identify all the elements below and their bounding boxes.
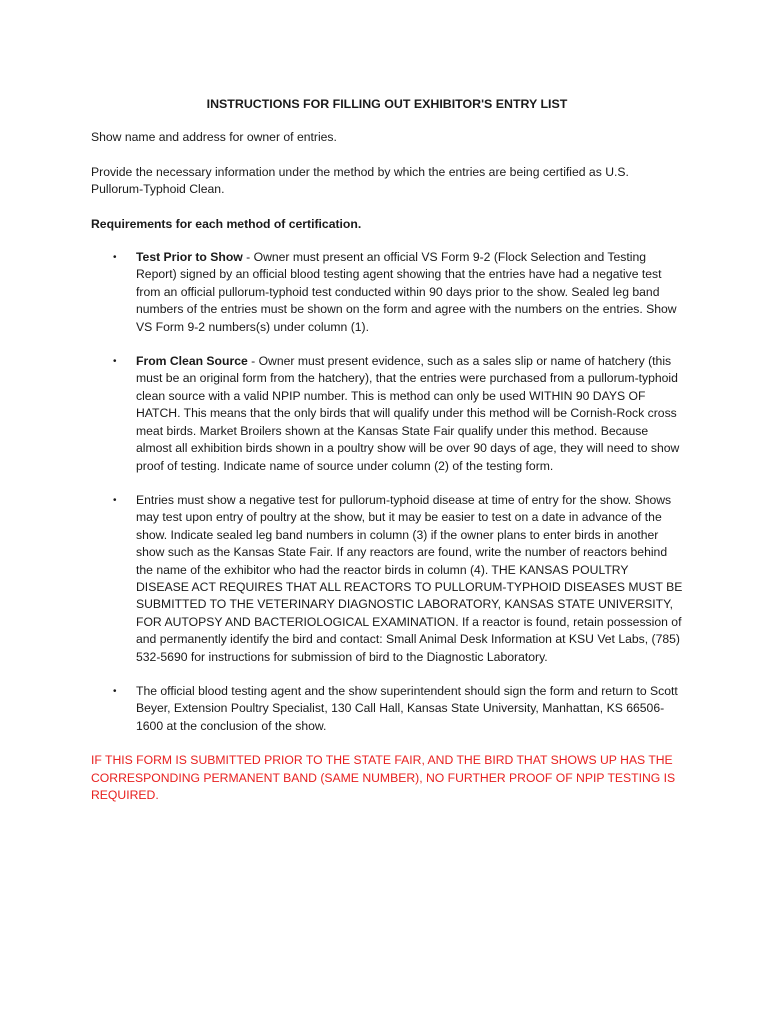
bullet-icon: • bbox=[113, 685, 117, 697]
item-text: - Owner must present an official VS Form 9-2 (Flock Selection and Testing Report) signed by an official blood testing agent showing that the entries have had a negative test from an official pullorum-typhoid test conducted within 90 days prior to the show. Sealed leg band numbers of the entries must be shown on the form and agree with the numbers on the entries. Show VS Form 9-2 numbers(s) under column (1). bbox=[136, 250, 677, 334]
list-item-test-prior-to-show bbox=[91, 249, 683, 336]
item-text: The official blood testing agent and the show superintendent should sign the form and return to Scott Beyer, Extension Poultry Specialist, 130 Call Hall, Kansas State University, Manhattan, KS 66506-1600 at the conclusion of the show. bbox=[136, 683, 678, 733]
document-title: INSTRUCTIONS FOR FILLING OUT EXHIBITOR'S ENTRY LIST bbox=[206, 97, 568, 111]
requirements-heading: Requirements for each method of certification. bbox=[91, 216, 362, 231]
item-text: - Owner must present evidence, such as a sales slip or name of hatchery (this must be an original form from the hatchery), that the entries were purchased from a pullorum-typhoid clean source with a valid NPIP number. This is method can only be used WITHIN 90 DAYS OF HATCH. This means that the only birds that will qualify under this method will be Cornish-Rock cross meat birds. Market Broilers shown at the Kansas State Fair qualify under this method. Because almost all exhibition birds shown in a poultry show will be over 90 days of age, they will need to show proof of testing. Indicate name of source under column (2) of the testing form. bbox=[136, 354, 680, 473]
intro-owner-paragraph: Show name and address for owner of entries. bbox=[91, 130, 337, 145]
item-text: Entries must show a negative test for pullorum-typhoid disease at time of entry for the show. Shows may test upon entry of poultry at the show, but it may be easier to test on a date in advance of the show. Indicate sealed leg band numbers in column (3) if the owner plans to enter birds in another show such as the Kansas State Fair. If any reactors are found, write the number of reactors behind the name of the exhibitor who had the reactor birds in column (4). THE KANSAS POULTRY DISEASE ACT REQUIRES THAT ALL REACTORS TO PULLORUM-TYPHOID DISEASES MUST BE SUBMITTED TO THE VETERINARY DIAGNOSTIC LABORATORY, KANSAS STATE UNIVERSITY, FOR AUTOPSY AND BACTERIOLOGICAL EXAMINATION. If a reactor is found, retain possession of and permanently identify the bird and contact: Small Animal Desk Information at KSU Vet Labs, (785) 532-5690 for instructions for submission of bird to the Diagnostic Laboratory. bbox=[136, 492, 683, 664]
certification-methods-list bbox=[91, 249, 683, 735]
list-item-from-clean-source bbox=[91, 353, 683, 475]
bullet-icon: • bbox=[113, 494, 117, 506]
list-item-negative-test bbox=[91, 492, 683, 666]
item-title: Test Prior to Show bbox=[136, 250, 243, 265]
intro-method-paragraph: Provide the necessary information under the method by which the entries are being certified as U.S. Pullorum-Typhoid Clean. bbox=[91, 164, 629, 197]
document-body bbox=[91, 96, 683, 804]
bullet-icon: • bbox=[113, 252, 117, 264]
bullet-icon: • bbox=[113, 356, 117, 368]
npip-notice: IF THIS FORM IS SUBMITTED PRIOR TO THE STATE FAIR, AND THE BIRD THAT SHOWS UP HAS THE CORRESPONDING PERMANENT BAND (SAME NUMBER), NO FURTHER PROOF OF NPIP TESTING IS REQUIRED. bbox=[91, 753, 676, 802]
item-title: From Clean Source bbox=[136, 354, 248, 369]
list-item-sign-and-return bbox=[91, 683, 683, 735]
